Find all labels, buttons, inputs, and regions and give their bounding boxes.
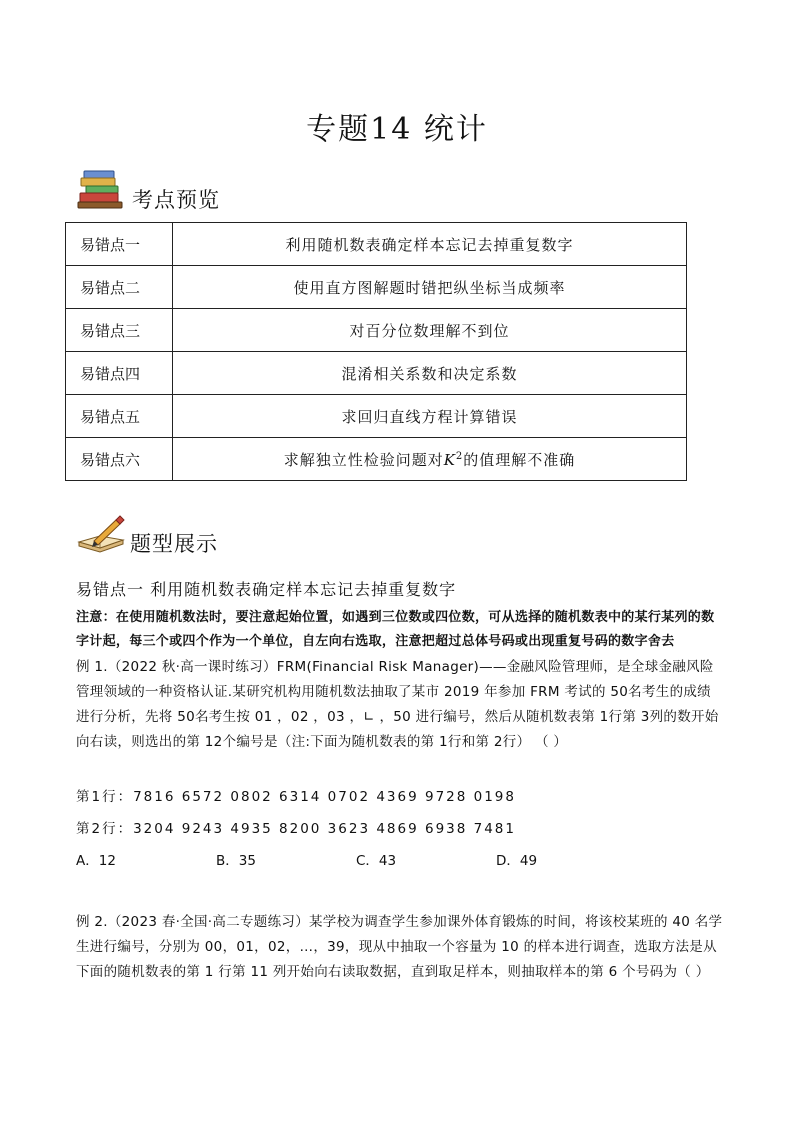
row-value: 利用随机数表确定样本忘记去掉重复数字 xyxy=(173,223,687,266)
row-value xyxy=(173,438,687,481)
pencil-book-icon xyxy=(76,514,126,558)
row-value: 使用直方图解题时错把纵坐标当成频率 xyxy=(173,266,687,309)
example1-options xyxy=(76,849,716,869)
table-row xyxy=(66,352,687,395)
random-table-row1: 第1行：7816 6572 0802 6314 0702 4369 9728 0198 xyxy=(76,789,516,805)
table-row xyxy=(66,266,687,309)
table-row xyxy=(66,395,687,438)
row-key: 易错点四 xyxy=(66,352,173,395)
section-types-heading xyxy=(76,514,218,558)
option-c: C．43 xyxy=(356,853,397,869)
option-b: B．35 xyxy=(216,853,256,869)
table-row xyxy=(66,223,687,266)
row-key: 易错点五 xyxy=(66,395,173,438)
k-superscript: 2 xyxy=(455,450,464,462)
row-value-post: 的值理解不准确 xyxy=(463,450,576,469)
example1-text: 例 1.（2022 秋·高一课时练习）FRM(Financial Risk Manager)——金融风险管理师，是全球金融风险管理领域的一种资格认证.某研究机构用随机数法抽取了某市 2019 年参加 FRM 考试的 50名考生的成绩进行分析，先将 50名考生按 01 ，02 ，03 ，∟ ，50 进行编号，然后从随机数表第 1行第 3列的数开始向右读，则选出的第 12个编号是（注:下面为随机数表的第 1行和第 2行） （ ） xyxy=(76,659,719,750)
section-preview-heading xyxy=(76,170,220,214)
row-value: 混淆相关系数和决定系数 xyxy=(173,352,687,395)
k-variable: K xyxy=(443,450,456,469)
row-key: 易错点一 xyxy=(66,223,173,266)
point1-title: 易错点一 利用随机数表确定样本忘记去掉重复数字 xyxy=(76,580,457,599)
row-key: 易错点三 xyxy=(66,309,173,352)
row-value: 对百分位数理解不到位 xyxy=(173,309,687,352)
section-preview-label: 考点预览 xyxy=(132,188,220,212)
option-a: A．12 xyxy=(76,853,116,869)
row-value: 求回归直线方程计算错误 xyxy=(173,395,687,438)
page-title: 专题14 统计 xyxy=(306,112,488,147)
row-key: 易错点六 xyxy=(66,438,173,481)
row-key: 易错点二 xyxy=(66,266,173,309)
random-table-row2: 第2行：3204 9243 4935 8200 3623 4869 6938 7481 xyxy=(76,821,516,837)
section-types-label: 题型展示 xyxy=(130,532,218,556)
row-value-pre: 求解独立性检验问题对 xyxy=(283,450,444,469)
table-row xyxy=(66,438,687,481)
books-icon xyxy=(76,168,128,214)
table-row xyxy=(66,309,687,352)
option-d: D．49 xyxy=(496,853,538,869)
example2-text: 例 2.（2023 春·全国·高二专题练习）某学校为调查学生参加课外体育锻炼的时间，将该校某班的 40 名学生进行编号，分别为 00，01，02，…，39，现从中抽取一个容量为 10 的样本进行调查，选取方法是从下面的随机数表的第 1 行第 11 列开始向右读取数据，直到取足样本，则抽取样本的第 6 个号码为（ ） xyxy=(76,914,723,980)
preview-table xyxy=(65,222,687,481)
note-text: 注意：在使用随机数法时，要注意起始位置，如遇到三位数或四位数，可从选择的随机数表中的某行某列的数字计起，每三个或四个作为一个单位，自左向右选取，注意把超过总体号码或出现重复号码的数字舍去 xyxy=(76,610,715,649)
